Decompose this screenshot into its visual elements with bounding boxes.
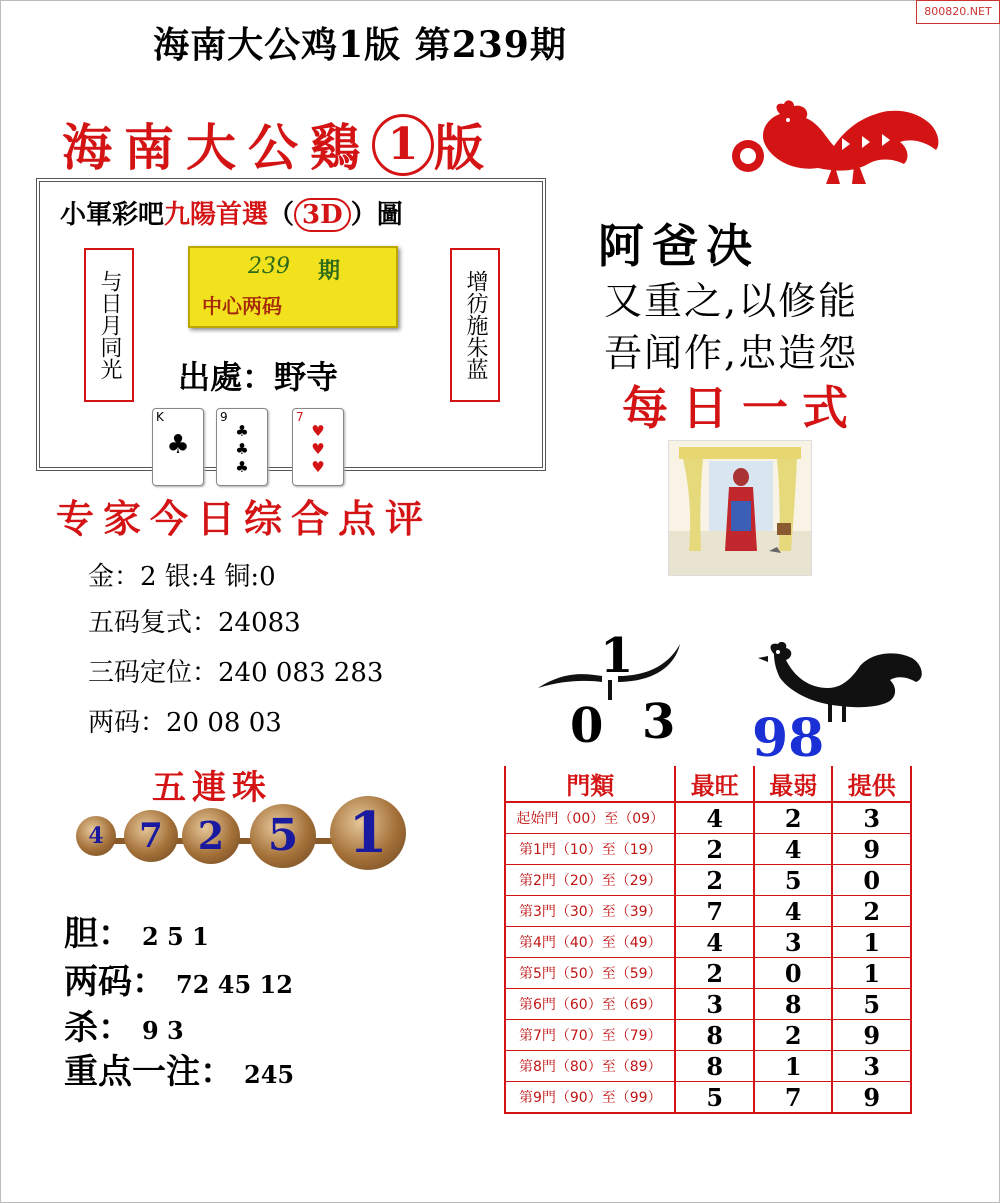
dan-label: 胆： <box>64 914 132 954</box>
card-rank: K <box>156 410 164 424</box>
hot-value: 4 <box>675 802 754 834</box>
five-code-line: 五码复式：24083 <box>88 608 301 638</box>
table-row <box>505 834 911 865</box>
two-code-line: 两码：20 08 03 <box>88 708 282 738</box>
bead-1: 4 <box>76 816 116 856</box>
hot-value: 2 <box>675 865 754 896</box>
row-label: 第7門（70）至（79） <box>505 1020 675 1051</box>
hot-value: 8 <box>675 1051 754 1082</box>
hot-value: 5 <box>675 1082 754 1114</box>
poem-line-1: 又重之,以修能 <box>604 279 859 323</box>
cold-value: 2 <box>754 1020 833 1051</box>
row-label: 第8門（80）至（89） <box>505 1051 675 1082</box>
row-label: 第4門（40）至（49） <box>505 927 675 958</box>
triangle-right-number: 3 <box>642 694 676 750</box>
key-bet-value: 245 <box>244 1060 295 1089</box>
dan-line <box>64 906 209 955</box>
banner-suffix: 版 <box>434 118 496 177</box>
row-label: 起始門（00）至（09） <box>505 802 675 834</box>
header-cold: 最弱 <box>754 766 833 802</box>
gate-table <box>504 766 912 1114</box>
playing-card-nine-clubs <box>216 408 268 486</box>
provide-value: 2 <box>832 896 911 927</box>
cold-value: 8 <box>754 989 833 1020</box>
provide-value: 1 <box>832 958 911 989</box>
provide-value: 9 <box>832 1082 911 1114</box>
kill-line <box>64 1000 184 1049</box>
cold-value: 4 <box>754 896 833 927</box>
row-label: 第3門（30）至（39） <box>505 896 675 927</box>
poem-line-2: 吾闻作,忠造怨 <box>604 331 859 375</box>
header-category: 門類 <box>505 766 675 802</box>
dan-value: 2 5 1 <box>142 922 209 951</box>
table-row <box>505 865 911 896</box>
right-vertical-motto: 增彷施朱蓝 <box>450 248 500 402</box>
center-code-label: 中心两码 <box>202 294 282 318</box>
table-row <box>505 896 911 927</box>
provide-value: 3 <box>832 1051 911 1082</box>
site-watermark: 800820.NET <box>916 0 1000 24</box>
source-label: 出處：野寺 <box>178 358 339 396</box>
hot-value: 4 <box>675 927 754 958</box>
triangle-top-number: 1 <box>600 628 634 684</box>
card-suit: ♥ <box>311 440 325 458</box>
kill-value: 9 3 <box>142 1016 184 1045</box>
provide-value: 3 <box>832 802 911 834</box>
card-suit: ♣ <box>166 430 190 460</box>
card-suit: ♥ <box>311 422 325 440</box>
hot-value: 8 <box>675 1020 754 1051</box>
row-label: 第5門（50）至（59） <box>505 958 675 989</box>
header-provide: 提供 <box>832 766 911 802</box>
two-code-label: 两码： <box>64 962 166 1002</box>
provide-value: 0 <box>832 865 911 896</box>
provide-value: 1 <box>832 927 911 958</box>
panel-3d-title-3d: 3D <box>294 198 351 232</box>
bead-2: 7 <box>124 810 178 862</box>
playing-card-king-clubs <box>152 408 204 486</box>
hot-value: 3 <box>675 989 754 1020</box>
five-beads-title: 五連珠 <box>152 768 272 808</box>
provide-value: 9 <box>832 1020 911 1051</box>
header-hot: 最旺 <box>675 766 754 802</box>
cold-value: 0 <box>754 958 833 989</box>
table-row <box>505 1082 911 1114</box>
page-title: 海南大公鸡1版 第239期 <box>153 24 567 66</box>
panel-3d-title: 小軍彩吧九陽首選（ 3D ）圖 <box>60 200 403 230</box>
rooster-papercut-icon <box>722 98 948 186</box>
triangle-left-number: 0 <box>570 698 604 754</box>
bead-5: 1 <box>330 796 406 870</box>
provide-value: 5 <box>832 989 911 1020</box>
issue-number: 239 <box>248 254 290 279</box>
cold-value: 2 <box>754 802 833 834</box>
panel-3d-title-black: 小軍彩吧 <box>60 200 165 230</box>
three-code-line: 三码定位：240 083 283 <box>88 658 384 688</box>
table-header-row <box>505 766 911 802</box>
row-label: 第6門（60）至（69） <box>505 989 675 1020</box>
hot-value: 7 <box>675 896 754 927</box>
row-label: 第9門（90）至（99） <box>505 1082 675 1114</box>
row-label: 第1門（10）至（19） <box>505 834 675 865</box>
card-suit: ♣ <box>235 422 249 440</box>
banner-prefix: 海南大公鷄 <box>62 118 372 177</box>
key-bet-label: 重点一注： <box>64 1052 234 1092</box>
card-suit: ♣ <box>235 440 249 458</box>
hot-value: 2 <box>675 834 754 865</box>
lucky-number: 98 <box>752 708 825 769</box>
row-label: 第2門（20）至（29） <box>505 865 675 896</box>
kill-label: 杀： <box>64 1008 132 1048</box>
temple-scene-icon <box>669 441 811 575</box>
table-row <box>505 927 911 958</box>
panel-3d-title-red: 九陽首選 <box>164 200 269 230</box>
banner-number: 1 <box>372 114 434 176</box>
cold-value: 3 <box>754 927 833 958</box>
cold-value: 7 <box>754 1082 833 1114</box>
bead-3: 2 <box>182 808 240 864</box>
issue-suffix: 期 <box>318 258 341 284</box>
card-suit: ♣ <box>235 458 249 476</box>
cold-value: 1 <box>754 1051 833 1082</box>
poem-title: 阿爸决 <box>598 219 760 273</box>
panel-3d-title-tail: 圖 <box>376 200 403 230</box>
cold-value: 4 <box>754 834 833 865</box>
two-code-bottom-line <box>64 954 293 1003</box>
table-row <box>505 989 911 1020</box>
panel-3d <box>36 178 546 476</box>
two-code-value: 72 45 12 <box>176 970 293 999</box>
expert-review-title: 专家今日综合点评 <box>56 496 433 541</box>
bead-4: 5 <box>250 804 316 868</box>
left-vertical-motto: 与日月同光 <box>84 248 134 402</box>
table-row <box>505 1020 911 1051</box>
card-rank: 7 <box>296 410 304 424</box>
provide-value: 9 <box>832 834 911 865</box>
card-rank: 9 <box>220 410 228 424</box>
playing-card-seven-hearts <box>292 408 344 486</box>
center-code-box <box>188 246 398 328</box>
daily-formula-title: 每日一式 <box>622 381 862 435</box>
table-row <box>505 958 911 989</box>
cold-value: 5 <box>754 865 833 896</box>
banner-title <box>62 108 496 180</box>
table-row <box>505 1051 911 1082</box>
card-suit: ♥ <box>311 458 325 476</box>
key-bet-line <box>64 1044 294 1093</box>
medal-stats: 金：2 银:4 铜:0 <box>88 562 276 592</box>
daily-picture <box>668 440 812 576</box>
table-row <box>505 802 911 834</box>
hot-value: 2 <box>675 958 754 989</box>
